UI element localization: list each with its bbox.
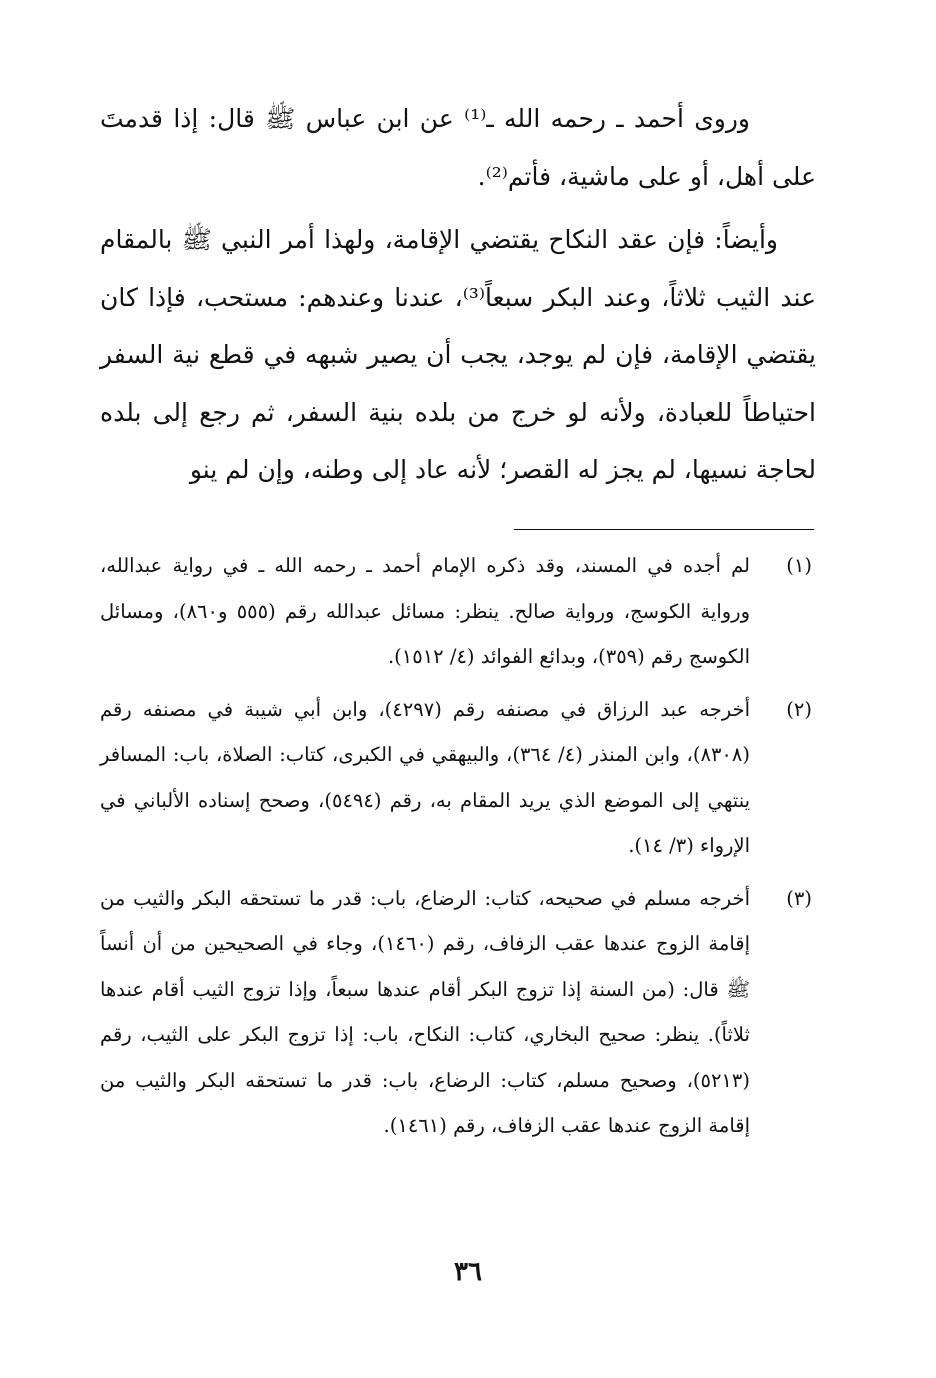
footnote-number: (١) <box>786 554 812 577</box>
body-paragraph-1: وروى أحمد ـ رحمه الله ـ⁽¹⁾ عن ابن عباس ﷺ قال: إذا قدمتَ على أهل، أو على ماشية، فأتم⁽²⁾. <box>100 104 816 191</box>
main-text <box>100 90 816 499</box>
footnote-text: أخرجه عبد الرزاق في مصنفه رقم (٤٢٩٧)، وابن أبي شيبة في مصنفه رقم (٨٣٠٨)، وابن المنذر (٤/ ٣٦٤)، والبيهقي في الكبرى، كتاب: الصلاة، باب: المسافر ينتهي إلى الموضع الذي يريد المقام به، رقم (٥٤٩٤)، وصحح إسناده الألباني في الإرواء (٣/ ١٤). <box>100 697 751 857</box>
footnote-1 <box>100 543 816 680</box>
footnote-text: لم أجده في المسند، وقد ذكره الإمام أحمد ـ رحمه الله ـ في رواية عبدالله، ورواية الكوسج، ورواية صالح. ينظر: مسائل عبدالله رقم (٥٥٥ و٨٦٠)، ومسائل الكوسج رقم (٣٥٩)، وبدائع الفوائد (٤/ ١٥١٢). <box>100 554 750 668</box>
footnote-text: أخرجه مسلم في صحيحه، كتاب: الرضاع، باب: قدر ما تستحقه البكر والثيب من إقامة الزوج عندها عقب الزفاف، رقم (١٤٦٠)، وجاء في الصحيحين من أن أنساً ﷺ قال: (من السنة إذا تزوج البكر أقام عندها سبعاً، وإذا تزوج الثيب أقام عندها ثلاثاً). ينظر: صحيح البخاري، كتاب: النكاح، باب: إذا تزوج البكر على الثيب، رقم (٥٢١٣)، وصحيح مسلم، كتاب: الرضاع، باب: قدر ما تستحقه البكر والثيب من إقامة الزوج عندها عقب الزفاف، رقم (١٤٦١). <box>100 886 750 1137</box>
footnote-2 <box>100 687 816 869</box>
footnote-number: (٣) <box>786 886 812 910</box>
body-paragraph-2: وأيضاً: فإن عقد النكاح يقتضي الإقامة، ولهذا أمر النبي ﷺ بالمقام عند الثيب ثلاثاً، وعند البكر سبعاً⁽³⁾، عندنا وعندهم: مستحب، فإذا كان يقتضي الإقامة، فإن لم يوجد، يجب أن يصير شبهه في قطع نية السفر احتياطاً للعبادة، ولأنه لو خرج من بلده بنية السفر، ثم رجع إلى بلده لحاجة نسيها، لم يجز له القصر؛ لأنه عاد إلى وطنه، وإن لم ينو <box>100 225 816 484</box>
footnote-3 <box>100 876 816 1149</box>
footnote-number: (٢) <box>786 697 812 721</box>
footnotes <box>100 543 816 1156</box>
page-number: ٣٦ <box>454 1257 482 1287</box>
footnote-separator <box>514 529 814 530</box>
